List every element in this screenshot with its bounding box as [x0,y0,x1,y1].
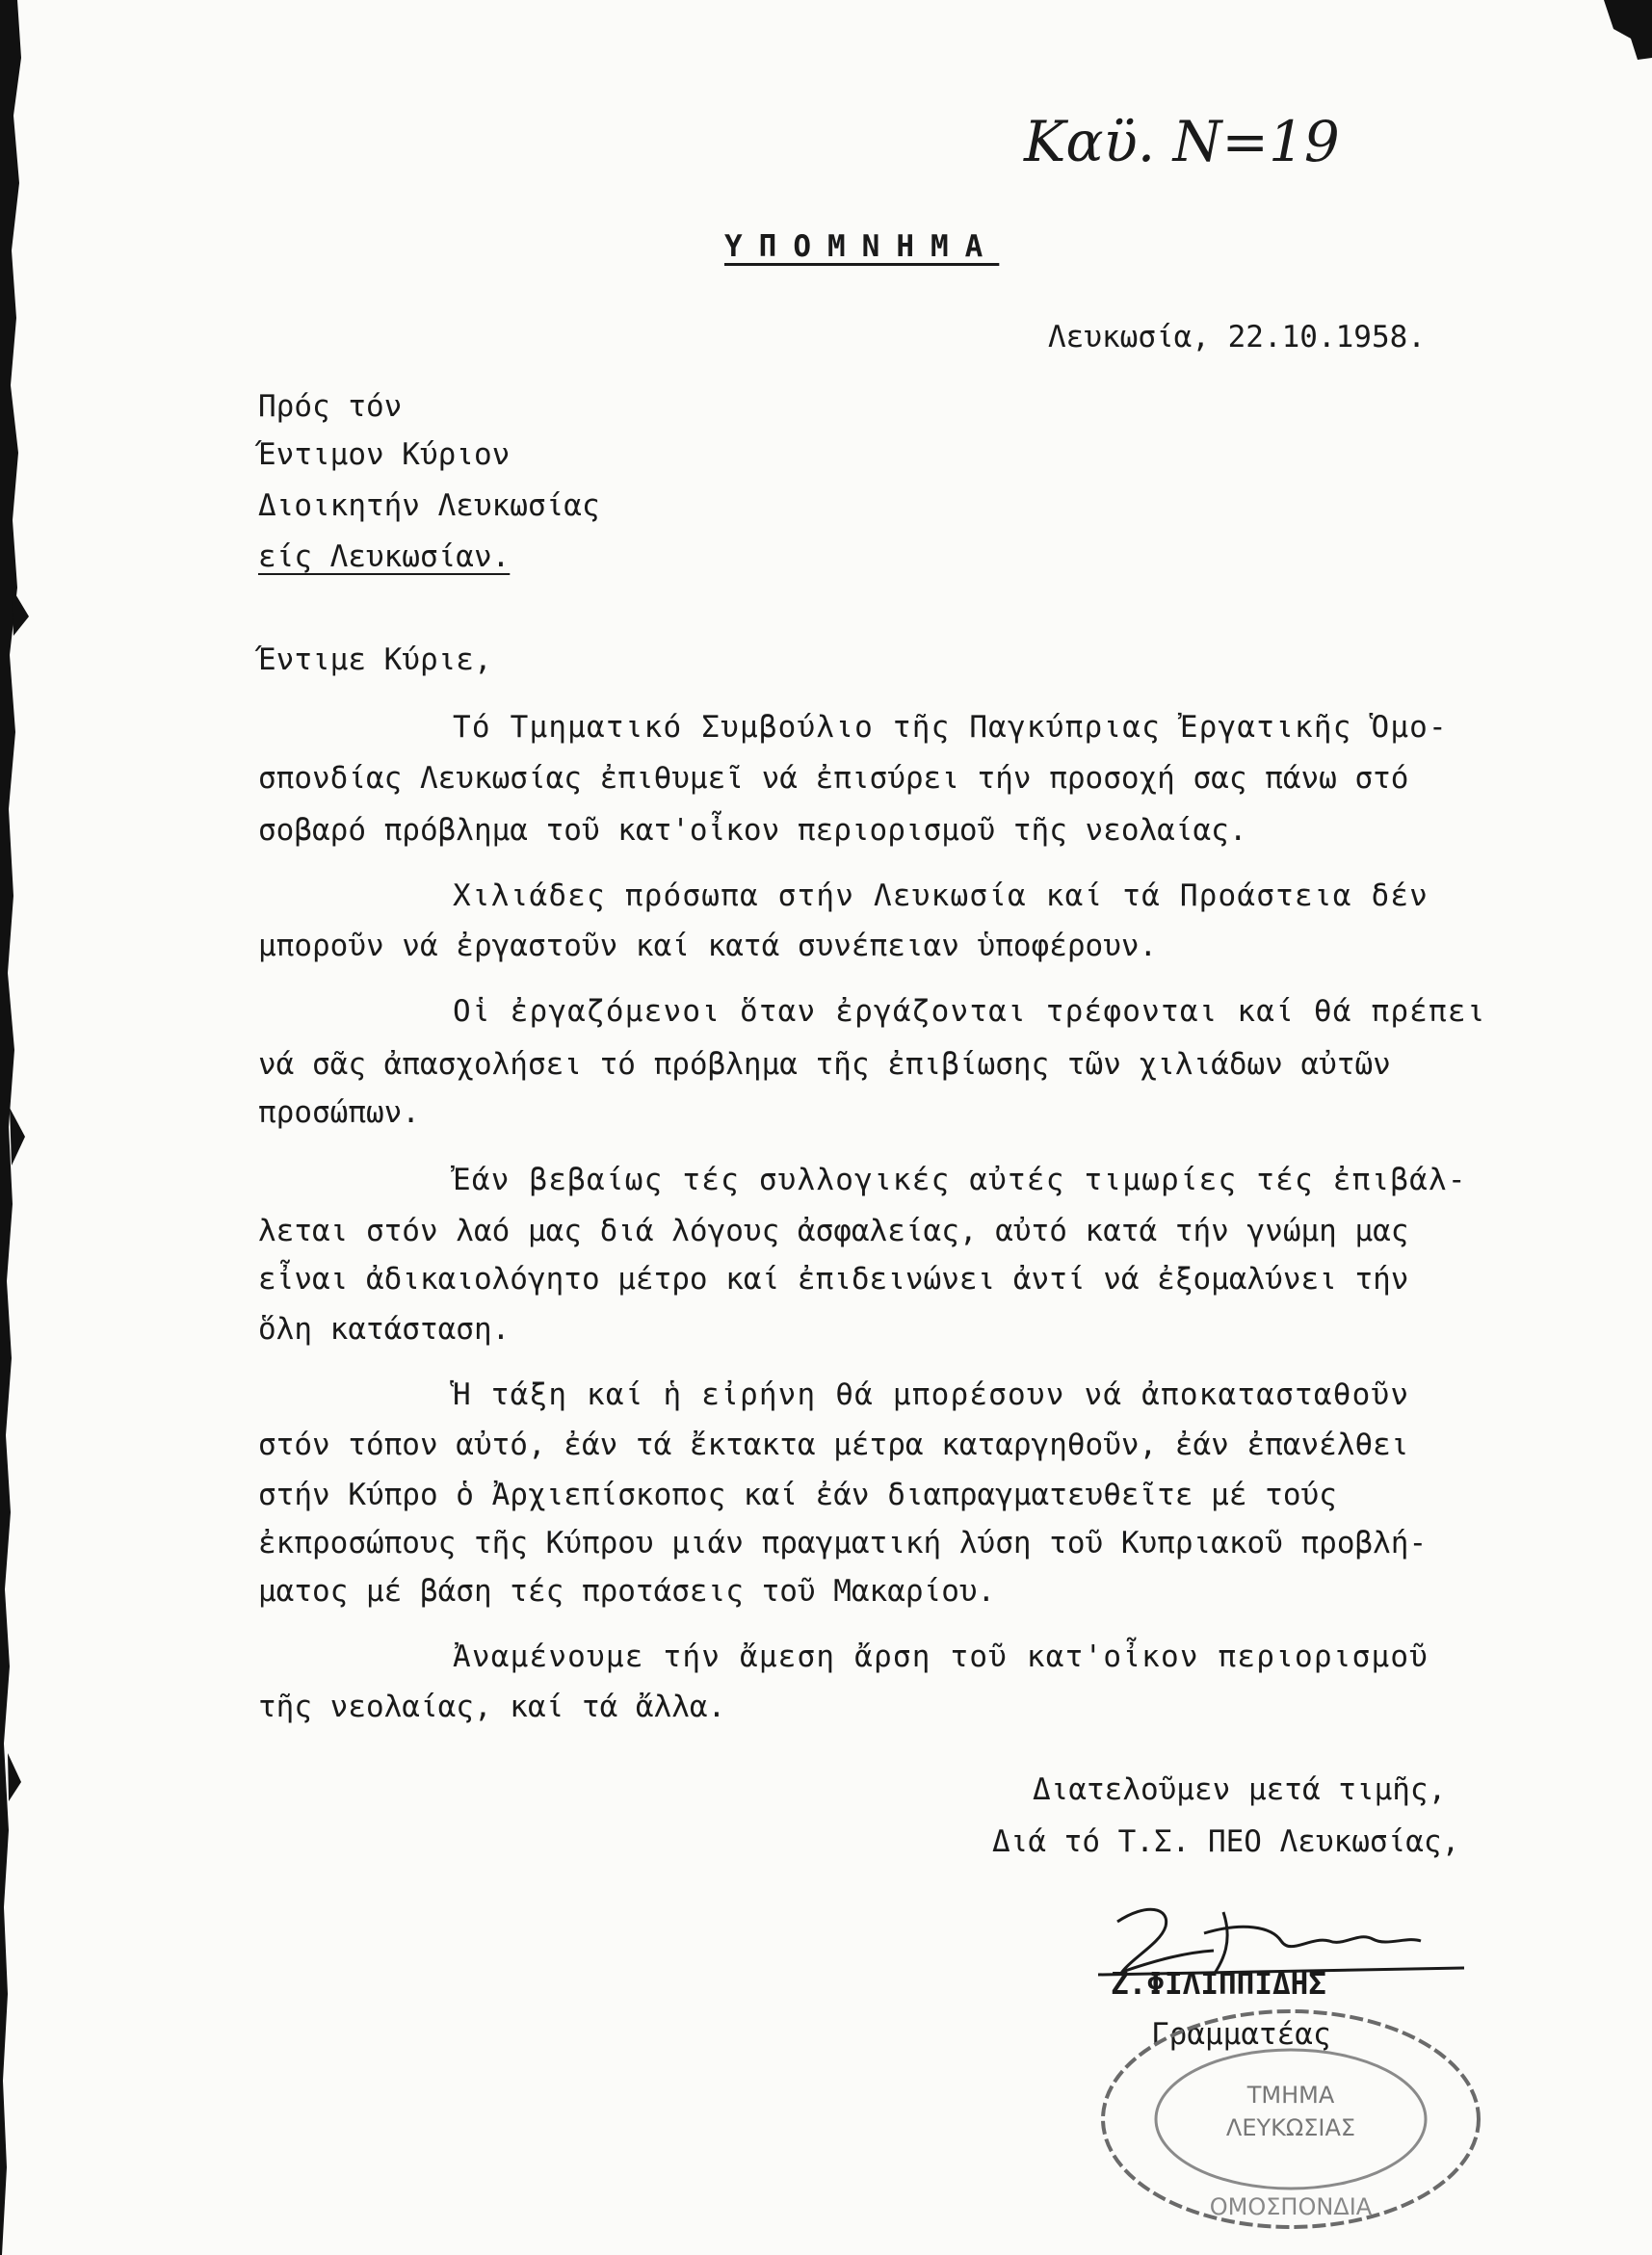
place-date: Λευκωσία, 22.10.1958. [1048,320,1426,354]
body-line-12: ὅλη κατάσταση. [258,1312,511,1347]
signer-role: Γραμματέας [1151,2017,1331,2052]
body-line-1: Τό Τμηματικό Συμβούλιο τῆς Παγκύπριας Ἐργατικῆς Ὁμο- [453,710,1448,745]
recipient-line-2: Έντιμον Κύριον [258,437,511,472]
document-title: ΥΠΟΜΝΗΜΑ [724,229,1000,264]
svg-text:ΤΜΗΜΑ: ΤΜΗΜΑ [1246,2082,1335,2109]
closing-line-2: Διά τό Τ.Σ. ΠΕΟ Λευκωσίας, [992,1824,1460,1859]
body-line-5: μποροῦν νά ἐργαστοῦν καί κατά συνέπειαν ὑποφέρουν. [258,929,1158,963]
body-line-6: Οἱ ἐργαζόμενοι ὅταν ἐργάζονται τρέφονται καί θά πρέπει [453,994,1486,1029]
organization-stamp [1088,1999,1493,2235]
body-line-15: στήν Κύπρο ὁ Ἀρχιεπίσκοπος καί ἐάν διαπραγματευθεῖτε μέ τούς [258,1478,1337,1512]
signer-name: Ζ.ΦΙΛΙΠΠΙΔΗΣ [1111,1967,1326,2002]
scan-edge-left [0,0,33,2255]
recipient-line-4: είς Λευκωσίαν. [258,539,511,574]
body-line-13: Ἡ τάξη καί ἡ εἰρήνη θά μπορέσουν νά ἀποκατασταθοῦν [453,1377,1410,1412]
body-line-11: εἶναι ἀδικαιολόγητο μέτρο καί ἐπιδεινώνει ἀντί νά ἐξομαλύνει τήν [258,1262,1409,1297]
body-line-7: νά σᾶς ἀπασχολήσει τό πρόβλημα τῆς ἐπιβίωσης τῶν χιλιάδων αὐτῶν [258,1047,1391,1082]
handwritten-reference [1016,92,1344,197]
body-line-19: τῆς νεολαίας, καί τά ἄλλα. [258,1690,726,1724]
body-line-18: Ἀναμένουμε τήν ἄμεση ἄρση τοῦ κατ'οἶκον περιορισμοῦ [453,1639,1429,1674]
salutation: Έντιμε Κύριε, [258,642,492,677]
svg-text:Καϋ. Ν=19: Καϋ. Ν=19 [1024,109,1340,174]
svg-text:ΛΕΥΚΩΣΙΑΣ: ΛΕΥΚΩΣΙΑΣ [1225,2114,1356,2141]
recipient-line-3: Διοικητήν Λευκωσίας [258,488,600,523]
body-line-14: στόν τόπον αὐτό, ἐάν τά ἔκτακτα μέτρα καταργηθοῦν, ἐάν ἐπανέλθει [258,1428,1409,1462]
closing-line-1: Διατελοῦμεν μετά τιμῆς, [1033,1772,1447,1807]
body-line-9: Ἐάν βεβαίως τές συλλογικές αὐτές τιμωρίες τές ἐπιβάλ- [453,1163,1467,1197]
body-line-16: ἐκπροσώπους τῆς Κύπρου μιάν πραγματική λύση τοῦ Κυπριακοῦ προβλή- [258,1526,1428,1560]
body-line-3: σοβαρό πρόβλημα τοῦ κατ'οἶκον περιορισμοῦ τῆς νεολαίας. [258,813,1247,848]
recipient-line-1: Πρός τόν [258,389,403,424]
body-line-17: ματος μέ βάση τές προτάσεις τοῦ Μακαρίου. [258,1574,996,1609]
body-line-4: Χιλιάδες πρόσωπα στήν Λευκωσία καί τά Προάστεια δέν [453,878,1429,913]
body-line-8: προσώπων. [258,1095,420,1130]
scan-edge-corner [1585,0,1652,87]
svg-text:ΟΜΟΣΠΟΝΔΙΑ: ΟΜΟΣΠΟΝΔΙΑ [1209,2193,1373,2220]
body-line-2: σπονδίας Λευκωσίας ἐπιθυμεῖ νά ἐπισύρει τήν προσοχή σας πάνω στό [258,761,1409,796]
body-line-10: λεται στόν λαό μας διά λόγους ἀσφαλείας, αὐτό κατά τήν γνώμη μας [258,1214,1409,1248]
